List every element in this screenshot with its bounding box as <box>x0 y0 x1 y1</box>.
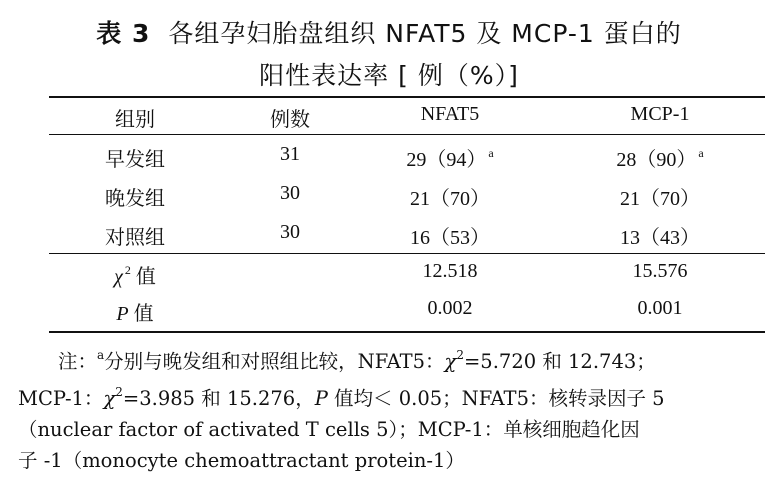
row-group: 晚发组 <box>105 188 165 210</box>
significance-mark: a <box>97 348 105 362</box>
note-text: 值均＜ 0.05；NFAT5：核转录因子 5 <box>327 387 665 410</box>
chi-symbol: χ <box>444 350 457 373</box>
row-mcp1: 13（43） <box>620 227 700 249</box>
row-nfat5-value: 29（94） <box>406 149 487 171</box>
superscript-2: 2 <box>115 385 123 399</box>
top-rule <box>49 96 765 98</box>
significance-mark: a <box>488 146 494 160</box>
row-group: 对照组 <box>105 227 165 249</box>
row-nfat5: 21（70） <box>410 188 490 210</box>
header-nfat5: NFAT5 <box>420 103 480 125</box>
chi-symbol: χ <box>103 387 116 410</box>
table-title-text: 各组孕妇胎盘组织 NFAT5 及 MCP-1 蛋白的 <box>168 19 682 48</box>
stat-nfat5: 0.002 <box>427 297 473 319</box>
row-group: 早发组 <box>105 149 165 171</box>
stats-rule <box>49 253 765 254</box>
footnote-line: 子 -1（monocyte chemoattractant protein-1） <box>18 449 465 472</box>
superscript-2: 2 <box>124 263 131 277</box>
stat-mcp1: 0.001 <box>637 297 683 319</box>
p-symbol: P <box>314 387 328 410</box>
header-rule <box>49 134 765 135</box>
note-text: =5.720 和 12.743； <box>463 350 656 373</box>
header-mcp1: MCP-1 <box>630 103 690 125</box>
note-label: 注： <box>58 350 98 373</box>
row-mcp1 <box>575 143 745 172</box>
note-text: 分别与晚发组和对照组比较，NFAT5： <box>104 350 445 373</box>
footnote-line: （nuclear factor of activated T cells 5）；MCP-1：单核细胞趋化因 <box>18 418 640 441</box>
note-text: MCP-1： <box>18 387 104 410</box>
stat-label <box>60 260 210 289</box>
row-count: 30 <box>280 221 300 243</box>
stat-label-text: 值 <box>130 266 156 288</box>
row-nfat5 <box>370 143 530 172</box>
row-count: 31 <box>280 143 300 165</box>
row-mcp1-value: 28（90） <box>616 149 697 171</box>
row-mcp1: 21（70） <box>620 188 700 210</box>
bottom-rule <box>49 331 765 333</box>
stat-nfat5: 12.518 <box>422 260 478 282</box>
row-nfat5: 16（53） <box>410 227 490 249</box>
table-number: 表 3 <box>96 19 151 48</box>
superscript-2: 2 <box>456 348 464 362</box>
chi-symbol: χ <box>114 266 123 288</box>
p-symbol: P <box>116 303 129 325</box>
stat-label-text: 值 <box>128 303 154 325</box>
table-title-line-2: 阳性表达率 [ 例（%）] <box>259 61 519 90</box>
table-title-line-1 <box>0 14 778 50</box>
note-text: =3.985 和 15.276， <box>122 387 315 410</box>
row-count: 30 <box>280 182 300 204</box>
header-group: 组别 <box>115 109 155 131</box>
header-count: 例数 <box>270 109 310 131</box>
significance-mark: a <box>698 146 704 160</box>
footnote-line <box>18 340 763 377</box>
stat-label <box>60 297 210 326</box>
footnote-line <box>18 377 763 414</box>
table-footnote <box>18 340 763 476</box>
stat-mcp1: 15.576 <box>632 260 688 282</box>
